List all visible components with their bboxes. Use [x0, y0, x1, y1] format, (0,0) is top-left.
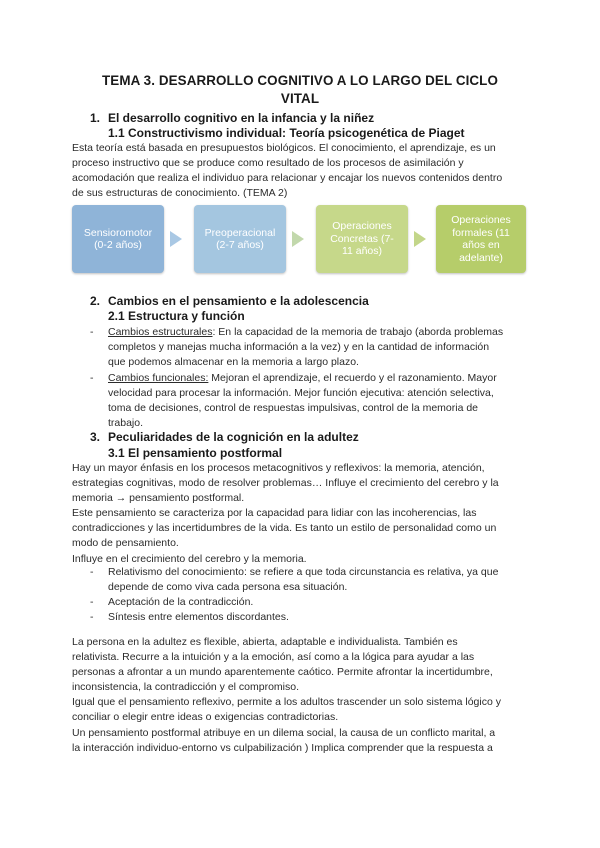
section-3-paragraph-2: La persona en la adultez es flexible, abierta, adaptable e individualista. También es relativista. Recurre a la intuición y a la emoción, así como a la lógica para ayudar a las personas a afrontar a un mundo aparentemente caótico. Permite afrontar la incertidumbre, inconsistencia, la contradicción y el compromiso. Igual que el pensamiento reflexivo, permite a los adultos trascender un solo sistema lógico y conciliar o elegir entre ideas o exigencias contradictorias. Un pensamiento postformal atribuye en un dilema social, la causa de un conflicto marital, a la interacción individuo-entorno vs culpabilización ) Implica comprender que la respuesta a — [72, 636, 501, 754]
document-page: TEMA 3. DESARROLLO COGNITIVO A LO LARGO DEL CICLO VITAL 1. El desarrollo cognitivo en la infancia y la niñez 1.1 Constructivismo individual: Teoría psicogenética de Piaget Esta teoría está basada en presupuestos biológicos. El conocimiento, el aprendizaje, es un proceso instructivo que se produce como resultado de los procesos de asimilación y acomodación que realiza el individuo para relacionar y encajar los nuevos contenidos dentro de sus estructuras de conocimiento. (TEMA 2) Sensioromotor (0-2 años) Preoperacional (2-7 años) Operaciones Concretas (7- 11 años) Operaciones formales (11 años en adelante) 2. Cambios en el pensamiento e la adolescencia 2.1 Estructura y función - Cambios estructurales: En la capacidad de la memoria de trabajo (aborda problemas completos y manejas mucha información a la vez) y en la cantidad de información que podemos almacenar en la memoria a largo plazo. - Cambios funcionales: Mejoran el aprendizaje, el recuerdo y el razonamiento. Mayor velocidad para procesar la información. Mejor función ejecutiva: atención selectiva, toma de decisiones, control de respuestas impulsivas, control de la memoria de trabajo. 3. Peculiaridades de la cognición en la adultez 3.1 El pensamiento postformal Hay un mayor énfasis en los procesos metacognitivos y reflexivos: la memoria, atención, estrategias cognitivas, modo de resolver problemas… Influye el crecimiento del cerebro y la memoria → pensamiento postformal. Este pensamiento se caracteriza por la capacidad para lidiar con las incoherencias, las contradicciones y las incertidumbres de la vida. Es tanto un estilo de personalidad como un modo de pensamiento. Influye en el crecimiento del cerebro y la memoria. - Relativismo del conocimiento: se refiere a que toda circunstancia es relativa, ya que depende de como viva cada persona esa situación. - Aceptación de la contradicción. - Síntesis entre elementos discordantes. La persona en la adultez es flexible, abierta, adaptable e individualista. También es relativista. Recurre a la intuición y a la emoción, así como a la lógica para ayudar a las personas a afrontar a un mundo aparentemente caótico. Permite afrontar la incertidumbre, inconsistencia, la contradicción y el compromiso. Igual que el pensamiento reflexivo, permite a los adultos trascender un solo sistema lógico y conciliar o elegir entre ideas o exigencias contradictorias. Un pensamiento postformal atribuye en un dilema social, la causa de un conflicto marital, a la interacción individuo-entorno vs culpabilización ) Implica comprender que la respuesta a — [0, 0, 600, 848]
section-2-1-heading: 2.1 Estructura y función — [108, 309, 245, 323]
stage-operaciones-concretas: Operaciones Concretas (7- 11 años) — [316, 205, 408, 273]
section-1-1-heading: 1.1 Constructivismo individual: Teoría psicogenética de Piaget — [108, 126, 465, 140]
section-3-paragraph: Hay un mayor énfasis en los procesos metacognitivos y reflexivos: la memoria, atención, estrategias cognitivas, modo de resolver problemas… Influye el crecimiento del cerebro y la memoria → pensamiento postformal. Este pensamiento se caracteriza por la capacidad para lidiar con las incoherencias, las contradicciones y las incertidumbres de la vida. Es tanto un estilo de personalidad como un modo de pensamiento. Influye en el crecimiento del cerebro y la memoria. — [72, 462, 499, 565]
section-3-1-heading: 3.1 El pensamiento postformal — [108, 446, 283, 460]
stage-sensoriomotor: Sensioromotor (0-2 años) — [72, 205, 164, 273]
section-1-heading: 1. El desarrollo cognitivo en la infancia y la niñez — [90, 111, 375, 125]
piaget-stages-diagram — [72, 205, 526, 273]
flow-arrow-icon — [414, 231, 426, 247]
section-2-heading: 2. Cambios en el pensamiento e la adolescencia — [90, 294, 369, 308]
flow-arrow-icon — [292, 231, 304, 247]
document-title: TEMA 3. DESARROLLO COGNITIVO A LO LARGO DEL CICLO VITAL — [102, 73, 498, 106]
stage-preoperacional: Preoperacional (2-7 años) — [194, 205, 286, 273]
section-3-heading: 3. Peculiaridades de la cognición en la adultez — [90, 430, 359, 444]
section-1-paragraph: Esta teoría está basada en presupuestos biológicos. El conocimiento, el aprendizaje, es un proceso instructivo que se produce como resultado de los procesos de asimilación y acomodación que realiza el individuo para relacionar y encajar los nuevos contenidos dentro de sus estructuras de conocimiento. (TEMA 2) — [72, 142, 503, 200]
flow-arrow-icon — [170, 231, 182, 247]
stage-operaciones-formales: Operaciones formales (11 años en adelante) — [436, 205, 526, 273]
